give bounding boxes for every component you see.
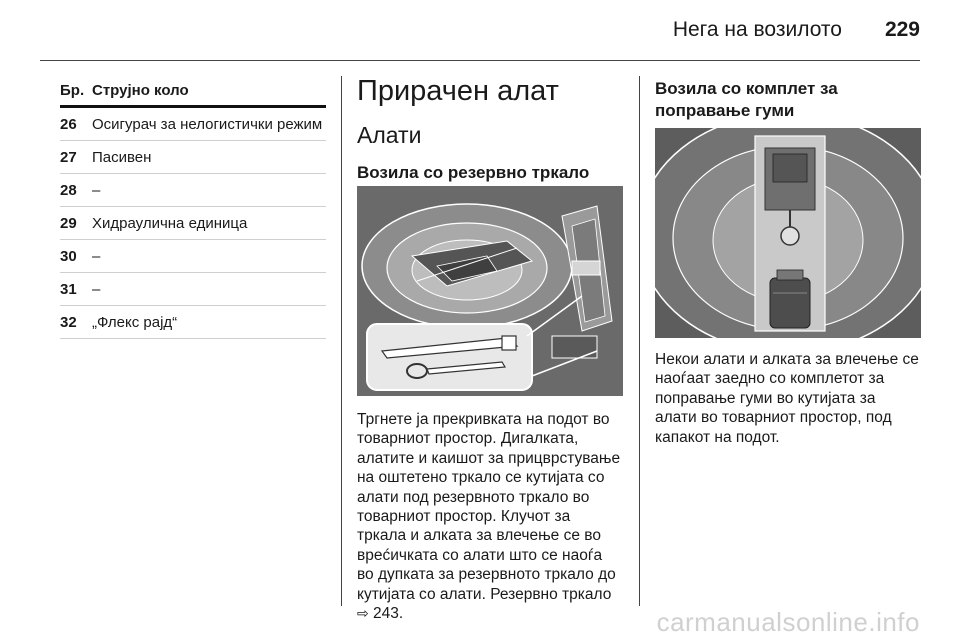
fuse-number: 26	[60, 116, 77, 133]
fuse-table-header	[60, 82, 326, 108]
column-divider	[341, 76, 342, 606]
spare-wheel-tools-illustration	[357, 186, 623, 396]
table-row	[60, 141, 326, 174]
fuse-number: 30	[60, 248, 77, 265]
tools-section	[357, 75, 623, 623]
fuse-number: 29	[60, 215, 77, 232]
table-row	[60, 273, 326, 306]
fuse-circuit: –	[92, 182, 101, 199]
column-header-number: Бр.	[60, 82, 85, 99]
header-title: Нега на возилото	[672, 18, 842, 41]
spare-wheel-body: Тргнете ја прекривката на подот во товарниот простор. Дигалката, алатите и каишот за прицврстување на оштетено тркало се кутијата со алати под резервното тркало во товарниот простор. Клучот за тркала и алката за влечење се во врećичката со алати што се наоѓа во дупката за резервното тркало до кутијата со алати. Резервно тркало	[357, 411, 621, 603]
table-row	[60, 306, 326, 339]
fuse-circuit: –	[92, 281, 101, 298]
repair-kit-section	[655, 78, 921, 446]
header-divider	[40, 60, 920, 61]
repair-kit-heading: Возила со комплет за поправање гуми	[655, 79, 838, 120]
repair-kit-illustration	[655, 128, 921, 338]
fuse-circuit: Осигурач за нелогистички режим	[92, 116, 323, 133]
arrow-reference-icon: ⇨	[357, 605, 369, 622]
table-row	[60, 174, 326, 207]
page-number: 229	[884, 18, 920, 41]
spare-wheel-page-ref: 243.	[373, 605, 404, 623]
fuse-circuit: „Флекс рајд“	[92, 314, 178, 331]
table-row	[60, 207, 326, 240]
repair-kit-drawing	[655, 128, 921, 338]
fuse-number: 27	[60, 149, 77, 166]
spare-wheel-heading: Возила со резервно тркало	[357, 163, 590, 182]
fuse-circuit: –	[92, 248, 101, 265]
fuse-number: 28	[60, 182, 77, 199]
repair-kit-text: Некои алати и алката за влечење се наоѓаат заедно со комплетот за поправање гуми во кутијата за алати во товарниот простор, под капакот на подот.	[655, 351, 919, 446]
fuse-number: 31	[60, 281, 77, 298]
column-header-circuit: Струјно коло	[92, 82, 189, 99]
section-subtitle: Алати	[357, 122, 422, 148]
table-row	[60, 108, 326, 141]
fuse-circuit: Пасивен	[92, 149, 152, 166]
table-row	[60, 240, 326, 273]
section-title: Прирачен алат	[357, 75, 559, 107]
spare-wheel-text	[357, 410, 623, 623]
column-divider	[639, 76, 640, 606]
spare-wheel-tools-drawing	[357, 186, 623, 396]
fuse-number: 32	[60, 314, 77, 331]
fuse-circuit: Хидраулична единица	[92, 215, 248, 232]
fuse-table	[60, 82, 326, 339]
page-header	[0, 14, 960, 44]
watermark: carmanualsonline.info	[656, 607, 920, 637]
